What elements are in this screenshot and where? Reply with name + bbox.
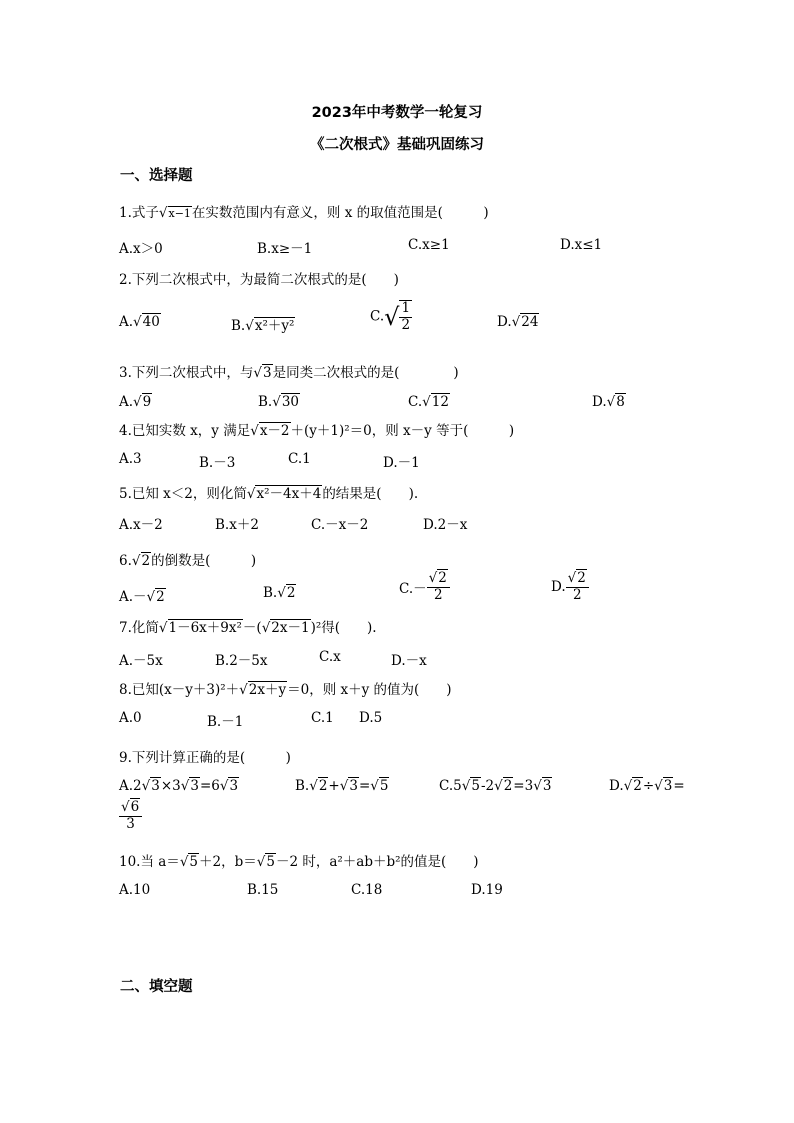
question-6: 6.√2的倒数是( ) (119, 553, 257, 569)
section-heading-multiple-choice: 一、选择题 (120, 168, 193, 184)
option-b: B.√2+√3=√5 (295, 778, 389, 794)
option-c: C.5√5-2√2=3√3 (439, 778, 552, 794)
option-a: A.√40 (119, 314, 160, 330)
option-c: C.1 (311, 710, 334, 726)
option-b: B.√2 (263, 585, 296, 601)
question-1 (119, 201, 489, 221)
option-a: A.x＞0 (119, 241, 163, 257)
option-c: C.√ $\frac{1}{2}$ (370, 300, 411, 333)
option-a: A.√9 (119, 394, 152, 410)
sqrt-expression: √2 (131, 553, 151, 569)
sqrt-expression: √3 (253, 365, 272, 381)
section-heading-fill-in: 二、填空题 (120, 979, 193, 995)
option-b: B.－1 (207, 714, 244, 730)
option-a: A.－5x (119, 653, 163, 669)
option-a: A.2√3×3√3=6√3 (119, 778, 239, 794)
sqrt-expression: √5 (256, 854, 275, 870)
question-text: 1.式子 (119, 205, 159, 221)
option-d: D.x≤1 (560, 237, 603, 253)
option-a: A.3 (119, 451, 142, 467)
option-c: C.－ $\frac{√2}{2}$ (399, 571, 450, 603)
option-b: B.√x²＋y² (231, 318, 295, 334)
document-title: 2023年中考数学一轮复习 (311, 105, 483, 121)
question-8: 8.已知(x－y＋3)²＋√2x＋y＝0，则 x＋y 的值为( ) (119, 678, 452, 698)
option-d: D.－x (391, 653, 427, 669)
option-d: D.－1 (383, 455, 420, 471)
question-4: 4.已知实数 x，y 满足√x－2＋(y＋1)²＝0，则 x－y 等于( ) (119, 419, 514, 439)
option-a: A.－√2 (119, 589, 165, 605)
question-text: 在实数范围内有意义，则 x 的取值范围是( ) (191, 205, 489, 221)
option-c: C.x≥1 (408, 237, 450, 253)
option-c: C.√12 (408, 394, 449, 410)
sqrt-expression: √2x－1 (261, 620, 310, 636)
sqrt-expression: √1－6x＋9x² (158, 620, 242, 636)
question-7: 7.化简√1－6x＋9x²－(√2x－1)²得( ). (119, 616, 377, 636)
option-a: A.0 (119, 710, 142, 726)
option-b: B.√30 (258, 394, 300, 410)
sqrt-expression: √5 (179, 854, 199, 870)
sqrt-expression: √x−1 (158, 205, 191, 221)
option-b: B.x≥－1 (257, 241, 313, 257)
question-10: 10.当 a＝√5＋2，b＝√5－2 时，a²＋ab＋b²的值是( ) (119, 854, 479, 870)
option-c: C.18 (351, 882, 383, 898)
option-c: C.1 (288, 451, 311, 467)
document-subtitle: 《二次根式》基础巩固练习 (310, 137, 484, 153)
sqrt-expression: √x²－4x＋4 (246, 486, 322, 502)
option-d: D.√2÷√3= (609, 778, 685, 794)
option-c: C.－x－2 (311, 517, 369, 533)
option-d-fraction: $\frac{√6}{3}$ (119, 800, 142, 832)
option-d: D.√24 (497, 314, 539, 330)
question-2: 2.下列二次根式中，为最简二次根式的是( ) (119, 272, 399, 288)
option-b: B.2－5x (215, 653, 268, 669)
option-d: D.19 (471, 882, 503, 898)
option-d: D.√8 (592, 394, 625, 410)
option-d: D.5 (359, 710, 383, 726)
option-d: D. $\frac{√2}{2}$ (551, 571, 589, 603)
question-9: 9.下列计算正确的是( ) (119, 750, 291, 766)
option-a: A.x－2 (119, 517, 163, 533)
question-3: 3.下列二次根式中，与√3是同类二次根式的是( ) (119, 365, 459, 381)
sqrt-expression: √2x＋y (239, 682, 287, 698)
sqrt-expression: √x－2 (250, 423, 290, 439)
option-b: B.x＋2 (215, 517, 259, 533)
option-b: B.15 (247, 882, 279, 898)
option-b: B.－3 (199, 455, 236, 471)
option-a: A.10 (119, 882, 151, 898)
option-d: D.2－x (423, 517, 468, 533)
option-c: C.x (319, 649, 341, 665)
question-5: 5.已知 x＜2，则化简√x²－4x＋4的结果是( ). (119, 482, 418, 502)
